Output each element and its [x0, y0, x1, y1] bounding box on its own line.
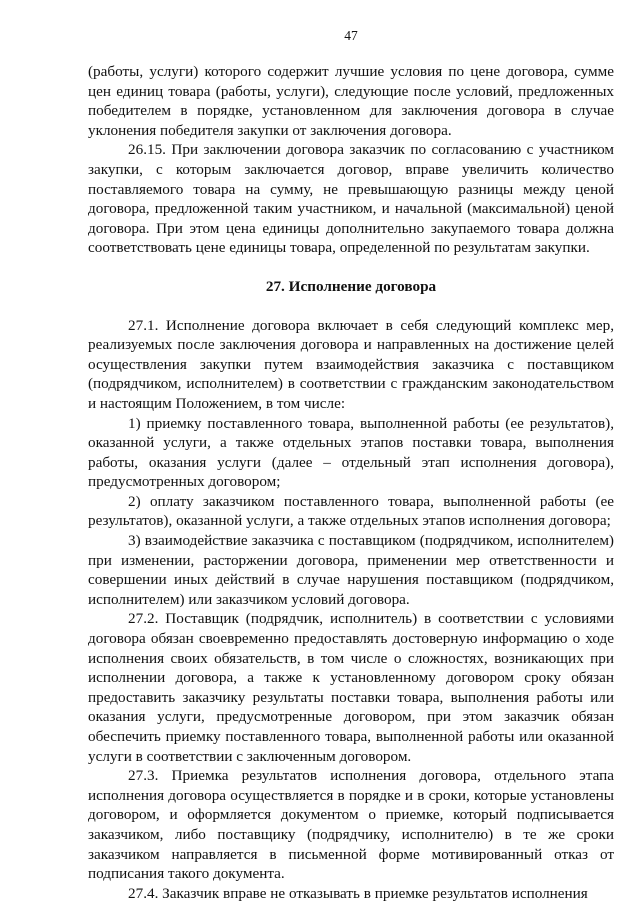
document-page: [88, 28, 614, 903]
list-item-2: 2) оплату заказчиком поставленного товара, выполненной работы (ее результатов), оказанной услуги, а также отдельных этапов исполнения договора;: [88, 492, 614, 530]
body-text: [88, 62, 614, 903]
paragraph-27-4: 27.4. Заказчик вправе не отказывать в приемке результатов исполнения: [128, 884, 588, 902]
page-number: 47: [344, 28, 358, 43]
paragraph-27-1: 27.1. Исполнение договора включает в себя следующий комплекс мер, реализуемых после заключения договора и направленных на достижение целей осуществления закупки путем взаимодействия заказчика с поставщиком (подрядчиком, исполнителем) в соответствии с гражданским законодательством и настоящим Положением, в том числе:: [88, 316, 614, 412]
list-item-3: 3) взаимодействие заказчика с поставщиком (подрядчиком, исполнителем) при изменении, расторжении договора, применении мер ответственности и совершении иных действий в случае нарушения поставщиком (подрядчиком, исполнителем) или заказчиком условий договора.: [88, 532, 614, 608]
section-heading: 27. Исполнение договора: [265, 277, 437, 295]
paragraph-26-15: 26.15. При заключении договора заказчик по согласованию с участником закупки, с которым заключается договор, вправе увеличить количество поставляемого товара на сумму, не превышающую разницы между ценой договора, предложенной таким участником, и начальной (максимальной) ценой договора. При этом цена единицы дополнительно закупаемого товара должна соответствовать цене единицы товара, определенной по результатам закупки.: [88, 141, 614, 257]
paragraph-27-3: 27.3. Приемка результатов исполнения договора, отдельного этапа исполнения договора осуществляется в порядке и в сроки, которые установлены договором, и оформляется документом о приемке, который подписывается заказчиком, либо поставщику (подрядчику, исполнителю) в те же сроки заказчиком направляется в письменной форме мотивированный отказ от подписания такого документа.: [88, 767, 614, 883]
paragraph-continuation: (работы, услуги) которого содержит лучшие условия по цене договора, сумме цен единиц товара (работы, услуги), следующие после условий, предложенных победителем в порядке, установленном для заключения договора в случае уклонения победителя закупки от заключения договора.: [88, 63, 614, 139]
paragraph-27-2: 27.2. Поставщик (подрядчик, исполнитель) в соответствии с условиями договора обязан своевременно предоставлять достоверную информацию о ходе исполнения своих обязательств, в том числе о сложностях, возникающих при исполнении договора, а также к установленному договором сроку обязан предоставить заказчику результаты поставки товара, выполнения работы или оказания услуги, предусмотренные договором, при этом заказчик обязан обеспечить приемку поставленного товара, выполненной работы или оказанной услуги в соответствии с заключенным договором.: [88, 610, 614, 765]
list-item-1: 1) приемку поставленного товара, выполненной работы (ее результатов), оказанной услуги, а также отдельных этапов поставки товара, выполнения работы, оказания услуги (далее – отдельный этап исполнения договора), предусмотренных договором;: [88, 414, 614, 491]
